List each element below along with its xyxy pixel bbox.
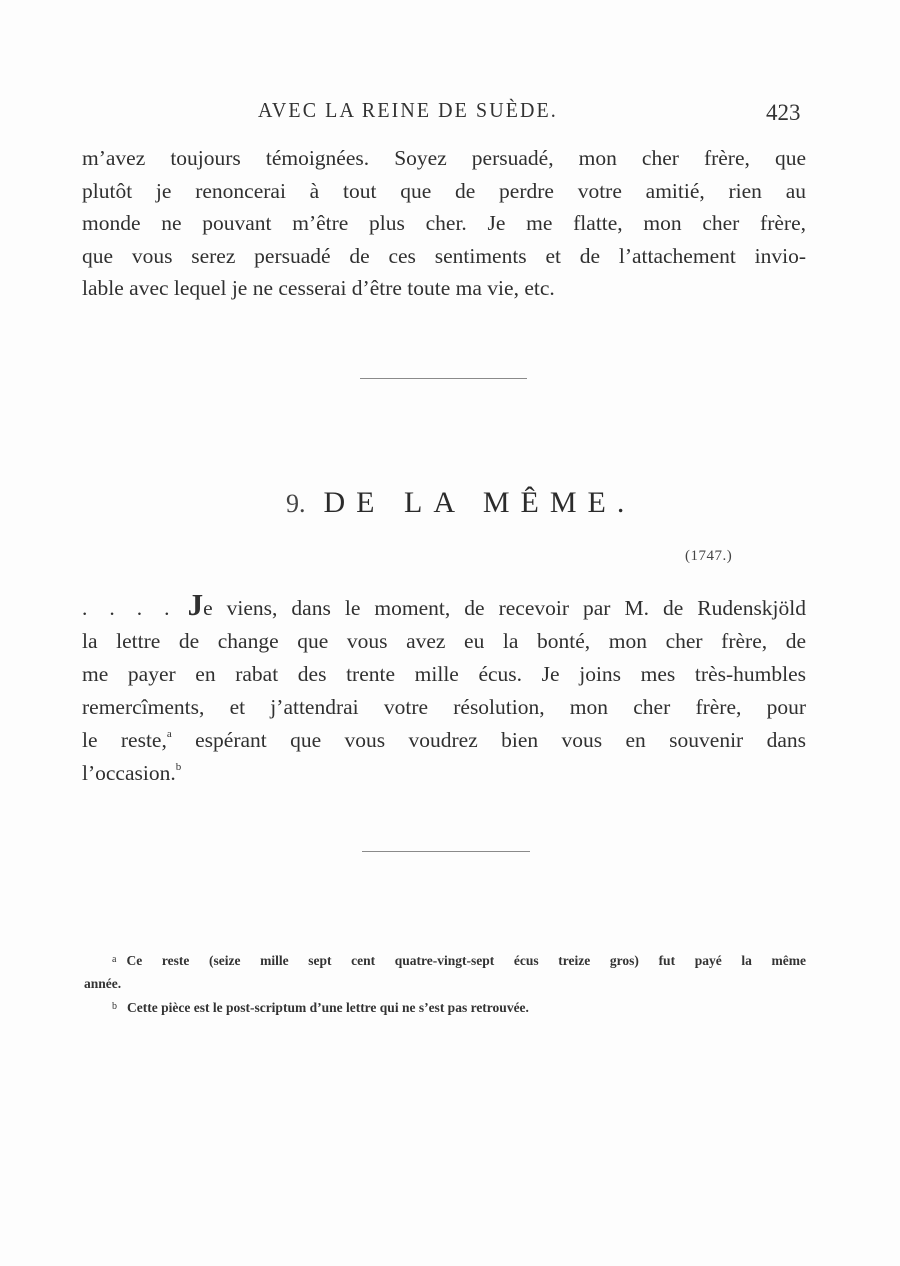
section-separator [362,851,530,852]
text-line: remercîments, et j’attendrai votre résolution, mon cher frère, pour [82,695,806,719]
text-line: monde ne pouvant m’être plus cher. Je me flatte, mon cher frère, [82,211,806,235]
text-line: lable avec lequel je ne cesserai d’être toute ma vie, etc. [82,276,555,300]
footnote-text: Ce reste (seize mille sept cent quatre-vingt-sept écus treize gros) fut payé la même [126,953,806,968]
footnotes [84,948,806,1019]
footnote-line: année. [84,976,122,991]
footnote-marker: b [112,1001,117,1012]
initial-letter: J [187,587,204,622]
text-line: m’avez toujours témoignées. Soyez persuadé, mon cher frère, que [82,146,806,170]
text-line: me payer en rabat des trente mille écus. Je joins mes très-humbles [82,662,806,686]
page-number: 423 [766,100,801,125]
text-line: la lettre de change que vous avez eu la bonté, mon cher frère, de [82,629,806,653]
section-title: DE LA MÊME. [323,486,636,519]
text-line [82,724,806,757]
text-line: que vous serez persuadé de ces sentiments et de l’attachement invio- [82,243,806,268]
footnote-marker: a [112,954,117,965]
letter-paragraph [82,587,807,790]
letter-date: (1747.) [685,548,733,564]
section-heading [286,486,635,520]
text-fragment: e viens, dans le moment, de recevoir par M. de Rudenskjöld [203,596,807,620]
text-line [82,587,807,625]
section-number: 9. [286,489,306,518]
footnote-reference-a[interactable]: a [166,728,172,740]
footnote-text: Cette pièce est le post-scriptum d’une lettre qui ne s’est pas retrouvée. [127,1000,529,1015]
text-line: plutôt je renoncerai à tout que de perdre votre amitié, rien au [82,178,806,203]
running-head [0,98,900,132]
section-separator [360,378,527,379]
text-fragment: l’occasion. [82,761,176,785]
running-title: AVEC LA REINE DE SUÈDE. [258,98,558,122]
footnote-a [84,948,806,995]
text-fragment: espérant que vous voudrez bien vous en souvenir dans [171,728,806,752]
text-line [82,757,806,790]
footnote-line [84,995,806,1019]
footnote-line [84,948,806,972]
ellipsis-leader: . . . . [82,596,174,620]
footnote-reference-b[interactable]: b [175,761,182,773]
footnote-b [84,995,806,1019]
text-fragment: le reste, [82,728,167,752]
continuation-paragraph [82,142,806,305]
